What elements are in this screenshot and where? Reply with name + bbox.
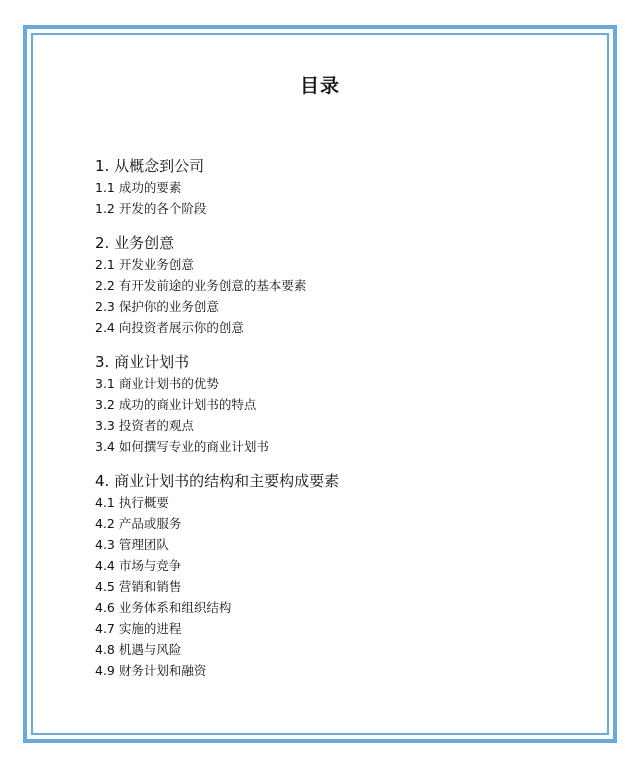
toc-item[interactable]: 3.2 成功的商业计划书的特点 bbox=[95, 397, 257, 412]
toc-item[interactable]: 4.4 市场与竞争 bbox=[95, 558, 182, 573]
toc-item[interactable]: 4.3 管理团队 bbox=[95, 537, 169, 552]
toc-section-heading[interactable]: 4. 商业计划书的结构和主要构成要素 bbox=[95, 472, 340, 490]
toc-section-heading[interactable]: 2. 业务创意 bbox=[95, 234, 175, 252]
toc-item-list bbox=[95, 254, 575, 338]
toc-item[interactable]: 1.2 开发的各个阶段 bbox=[95, 201, 207, 216]
toc-item[interactable]: 4.6 业务体系和组织结构 bbox=[95, 600, 232, 615]
toc-section-heading[interactable]: 3. 商业计划书 bbox=[95, 353, 190, 371]
toc-item[interactable]: 1.1 成功的要素 bbox=[95, 180, 182, 195]
toc-item-list bbox=[95, 373, 575, 457]
toc-item[interactable]: 4.8 机遇与风险 bbox=[95, 642, 182, 657]
toc-section-heading[interactable]: 1. 从概念到公司 bbox=[95, 157, 205, 175]
toc-item[interactable]: 2.2 有开发前途的业务创意的基本要素 bbox=[95, 278, 307, 293]
page-title: 目录 bbox=[299, 74, 340, 97]
toc-item[interactable]: 4.1 执行概要 bbox=[95, 495, 169, 510]
toc-item[interactable]: 4.5 营销和销售 bbox=[95, 579, 182, 594]
toc-section-1 bbox=[95, 156, 575, 219]
toc-item-list bbox=[95, 177, 575, 219]
toc-item[interactable]: 2.3 保护你的业务创意 bbox=[95, 299, 219, 314]
toc-item[interactable]: 4.2 产品或服务 bbox=[95, 516, 182, 531]
toc-item[interactable]: 2.4 向投资者展示你的创意 bbox=[95, 320, 244, 335]
toc-item[interactable]: 4.9 财务计划和融资 bbox=[95, 663, 207, 678]
toc-section-3 bbox=[95, 352, 575, 457]
toc-item[interactable]: 3.3 投资者的观点 bbox=[95, 418, 194, 433]
toc-item-list bbox=[95, 492, 575, 681]
toc-item[interactable]: 3.4 如何撰写专业的商业计划书 bbox=[95, 439, 269, 454]
toc-item[interactable]: 3.1 商业计划书的优势 bbox=[95, 376, 219, 391]
toc-item[interactable]: 4.7 实施的进程 bbox=[95, 621, 182, 636]
toc-section-2 bbox=[95, 233, 575, 338]
toc-section-4 bbox=[95, 471, 575, 681]
table-of-contents bbox=[95, 156, 575, 681]
toc-item[interactable]: 2.1 开发业务创意 bbox=[95, 257, 194, 272]
